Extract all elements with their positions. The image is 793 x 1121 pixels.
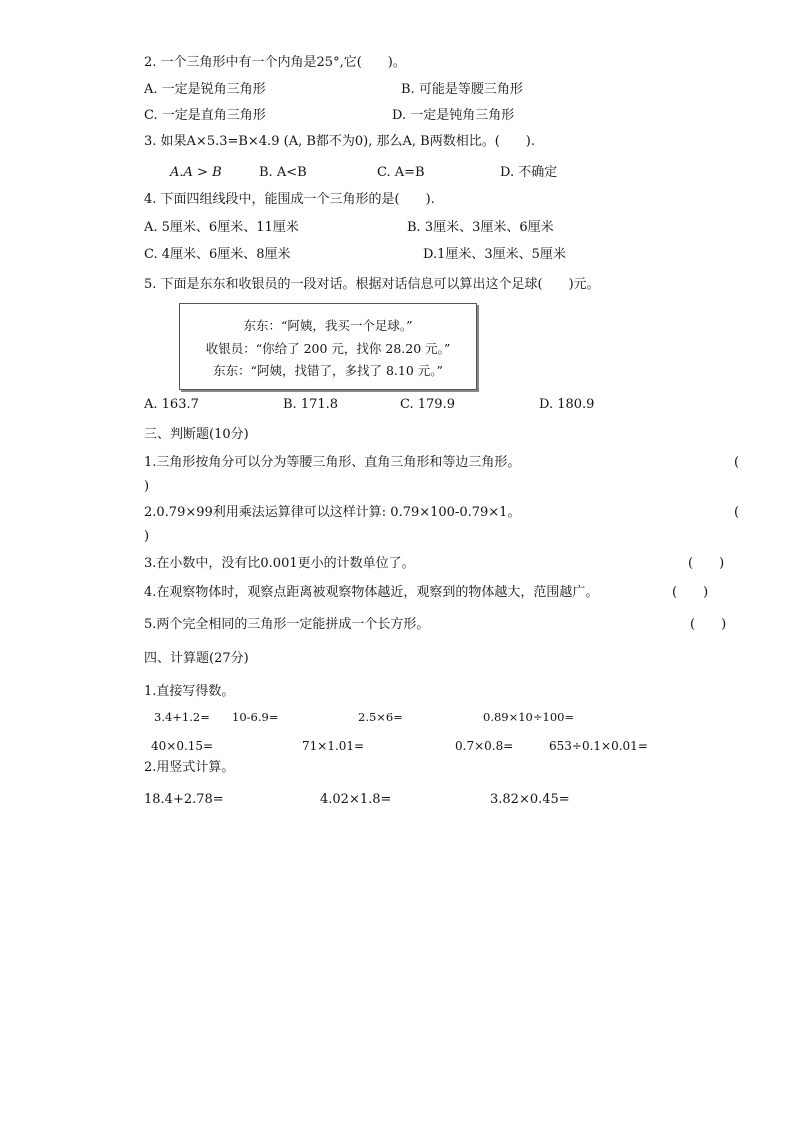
calc-1-4: 0.89×10÷100= — [483, 710, 575, 724]
judge-item-5: 5.两个完全相同的三角形一定能拼成一个长方形。 — [144, 617, 430, 632]
section-3-title: 三、判断题(10分) — [144, 427, 249, 442]
question-3-option-d: D. 不确定 — [500, 165, 558, 180]
question-3-option-c: C. A=B — [377, 165, 425, 180]
judge-item-2-paren-close: ) — [144, 529, 150, 544]
question-2-option-c: C. 一定是直角三角形 — [144, 108, 266, 123]
judge-item-4: 4.在观察物体时，观察点距离被观察物体越近，观察到的物体越大，范围越广。 — [144, 585, 599, 600]
dialog-line-1: 东东：“阿姨，我买一个足球。” — [243, 318, 413, 333]
judge-item-3: 3.在小数中，没有比0.001更小的计数单位了。 — [144, 556, 415, 571]
question-5-option-c: C. 179.9 — [400, 397, 455, 412]
question-2-stem: 2. 一个三角形中有一个内角是25°,它( )。 — [144, 55, 406, 70]
calc-1-1: 3.4+1.2= — [154, 710, 210, 724]
calc-3-3: 3.82×0.45= — [490, 792, 570, 807]
question-2-option-d: D. 一定是钝角三角形 — [392, 108, 515, 123]
dialog-line-2: 收银员：“你给了 200 元，找你 28.20 元。” — [205, 341, 451, 356]
calc-2-2: 71×1.01= — [302, 739, 365, 753]
question-5-option-d: D. 180.9 — [539, 397, 595, 412]
dialog-box — [179, 303, 477, 390]
calc-1-2: 10-6.9= — [232, 710, 279, 724]
calc-2-1: 40×0.15= — [151, 739, 214, 753]
judge-item-1-paren-open: ( — [734, 455, 740, 470]
calc-1-3: 2.5×6= — [358, 710, 403, 724]
calc-2-4: 653÷0.1×0.01= — [549, 739, 648, 753]
question-4-option-a: A. 5厘米、6厘米、11厘米 — [144, 220, 299, 235]
question-5-stem: 5. 下面是东东和收银员的一段对话。根据对话信息可以算出这个足球( )元。 — [144, 277, 600, 292]
calc-sub-2: 2.用竖式计算。 — [144, 760, 235, 775]
calc-3-2: 4.02×1.8= — [320, 792, 392, 807]
judge-item-1: 1.三角形按角分可以分为等腰三角形、直角三角形和等边三角形。 — [144, 455, 521, 470]
dialog-line-3: 东东：“阿姨，找错了，多找了 8.10 元。” — [213, 363, 443, 378]
calc-3-1: 18.4+2.78= — [144, 792, 224, 807]
question-5-option-b: B. 171.8 — [283, 397, 339, 412]
question-2-option-b: B. 可能是等腰三角形 — [401, 82, 523, 97]
question-4-option-d: D.1厘米、3厘米、5厘米 — [423, 247, 566, 262]
question-3-option-a: A.A > B — [170, 165, 222, 180]
judge-item-2-paren-open: ( — [734, 505, 740, 520]
calc-2-3: 0.7×0.8= — [455, 739, 514, 753]
judge-item-5-paren: ( ) — [690, 617, 727, 632]
judge-item-3-paren: ( ) — [688, 556, 725, 571]
calc-sub-1: 1.直接写得数。 — [144, 684, 235, 699]
judge-item-2: 2.0.79×99利用乘法运算律可以这样计算: 0.79×100-0.79×1。 — [144, 505, 521, 520]
judge-item-4-paren: ( ) — [672, 585, 709, 600]
question-3-option-b: B. A<B — [259, 165, 307, 180]
question-5-option-a: A. 163.7 — [144, 397, 199, 412]
section-4-title: 四、计算题(27分) — [144, 651, 249, 666]
question-3-stem: 3. 如果A×5.3=B×4.9 (A, B都不为0), 那么A, B两数相比。( ). — [144, 134, 536, 149]
judge-item-1-paren-close: ) — [144, 479, 150, 494]
question-4-option-c: C. 4厘米、6厘米、8厘米 — [144, 247, 291, 262]
question-4-stem: 4. 下面四组线段中，能围成一个三角形的是( ). — [144, 192, 435, 207]
question-4-option-b: B. 3厘米、3厘米、6厘米 — [407, 220, 554, 235]
question-2-option-a: A. 一定是锐角三角形 — [144, 82, 266, 97]
